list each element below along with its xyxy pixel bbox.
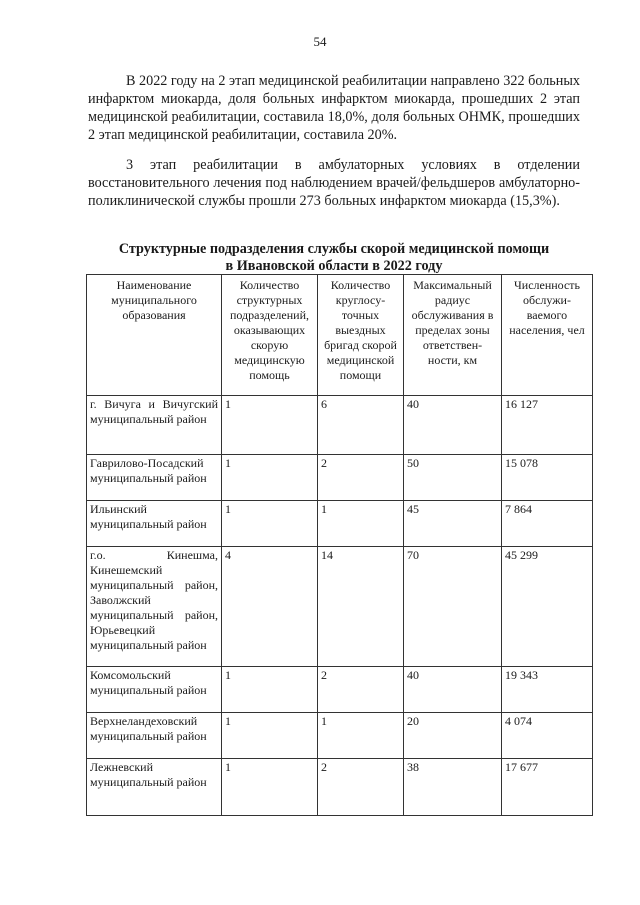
header-units-count: Количество структурных подразделений, оказывающих скорую медицинскую помощь	[222, 275, 318, 396]
header-max-radius: Максимальный радиус обслуживания в пределах зоны ответствен-ности, км	[404, 275, 502, 396]
cell-municipality: г.о. Кинешма, Кинешемский муниципальный район, Заволжский муниципальный район, Юрьевецкий муниципальный район	[87, 547, 222, 667]
cell-units-count: 1	[222, 455, 318, 501]
cell-population: 4 074	[502, 713, 593, 759]
cell-units-count: 1	[222, 667, 318, 713]
table-row	[87, 759, 593, 816]
cell-units-count: 1	[222, 396, 318, 455]
table-row	[87, 455, 593, 501]
cell-max-radius: 20	[404, 713, 502, 759]
ems-units-table	[86, 274, 593, 816]
table-row	[87, 547, 593, 667]
cell-brigades-count: 1	[318, 501, 404, 547]
table-header-row	[87, 275, 593, 396]
cell-max-radius: 50	[404, 455, 502, 501]
cell-population: 19 343	[502, 667, 593, 713]
cell-units-count: 1	[222, 713, 318, 759]
header-brigades-count: Количество круглосу-точных выездных бригад скорой медицинской помощи	[318, 275, 404, 396]
cell-max-radius: 40	[404, 396, 502, 455]
cell-municipality: Верхнеландеховский муниципальный район	[87, 713, 222, 759]
cell-brigades-count: 14	[318, 547, 404, 667]
paragraph-text: 3 этап реабилитации в амбулаторных условиях в отделении восстановительного лечения под наблюдением врачей/фельдшеров амбулаторно-поликлинической службы прошли 273 больных инфарктом миокарда (15,3%).	[88, 157, 580, 209]
page-number: 54	[313, 34, 327, 49]
table-title-line: Структурные подразделения службы скорой медицинской помощи	[118, 241, 550, 257]
table-row	[87, 713, 593, 759]
header-population: Численность обслужи-ваемого населения, чел	[502, 275, 593, 396]
cell-max-radius: 38	[404, 759, 502, 816]
cell-max-radius: 40	[404, 667, 502, 713]
cell-max-radius: 70	[404, 547, 502, 667]
table-title	[88, 241, 580, 275]
table-title-line: в Ивановской области в 2022 году	[225, 258, 443, 274]
paragraph-text: В 2022 году на 2 этап медицинской реабилитации направлено 322 больных инфарктом миокарда, доля больных инфарктом миокарда, прошедших 2 этап медицинской реабилитации, составила 18,0%, доля больных ОНМК, прошедших 2 этап медицинской реабилитации, составила 20%.	[88, 73, 580, 143]
cell-population: 16 127	[502, 396, 593, 455]
cell-population: 45 299	[502, 547, 593, 667]
cell-municipality: г. Вичуга и Вичугский муниципальный район	[87, 396, 222, 455]
table-row	[87, 667, 593, 713]
header-municipality: Наименование муниципального образования	[87, 275, 222, 396]
cell-max-radius: 45	[404, 501, 502, 547]
cell-brigades-count: 2	[318, 455, 404, 501]
cell-units-count: 4	[222, 547, 318, 667]
paragraph-rehab-stage-2	[88, 72, 580, 144]
table-row	[87, 396, 593, 455]
cell-units-count: 1	[222, 501, 318, 547]
paragraph-rehab-stage-3	[88, 156, 580, 210]
cell-municipality: Ильинский муниципальный район	[87, 501, 222, 547]
cell-brigades-count: 6	[318, 396, 404, 455]
cell-population: 17 677	[502, 759, 593, 816]
table-row	[87, 501, 593, 547]
cell-brigades-count: 1	[318, 713, 404, 759]
cell-units-count: 1	[222, 759, 318, 816]
cell-population: 7 864	[502, 501, 593, 547]
cell-municipality: Комсомольский муниципальный район	[87, 667, 222, 713]
cell-brigades-count: 2	[318, 667, 404, 713]
cell-brigades-count: 2	[318, 759, 404, 816]
cell-municipality: Лежневский муниципальный район	[87, 759, 222, 816]
cell-municipality: Гаврилово-Посадский муниципальный район	[87, 455, 222, 501]
cell-population: 15 078	[502, 455, 593, 501]
